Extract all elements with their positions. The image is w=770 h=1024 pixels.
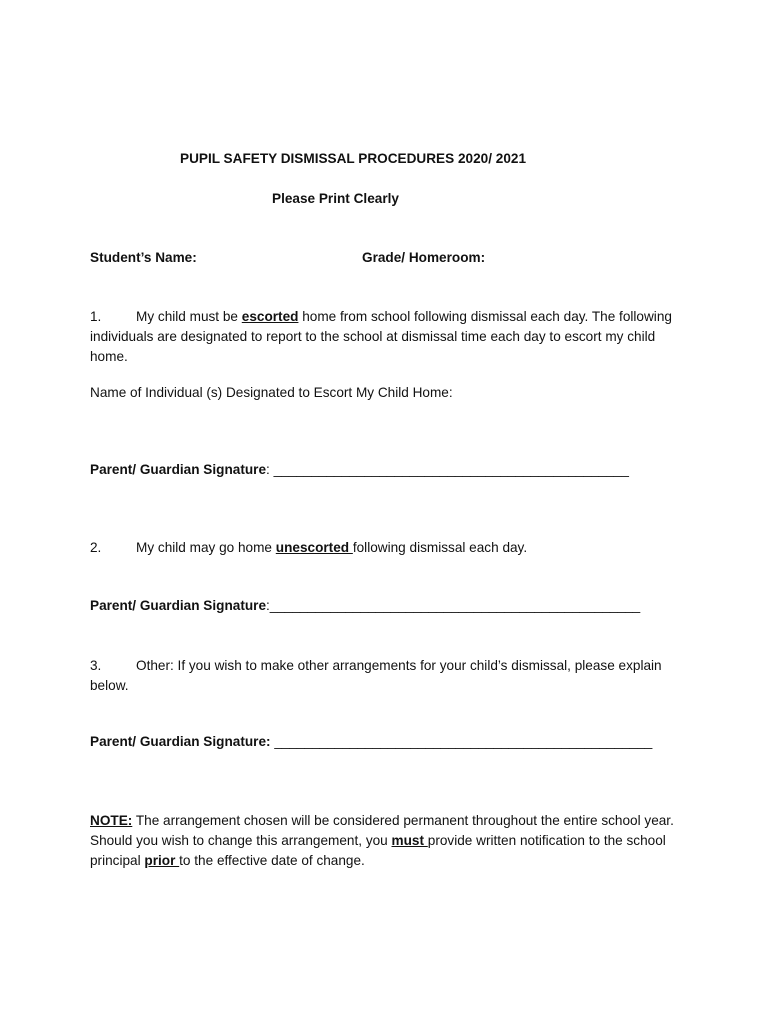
note-text-c: to the effective date of change. [179, 853, 365, 868]
item-2-emphasis: unescorted [275, 540, 353, 555]
note-prior: prior [144, 853, 180, 868]
signature-line-1 [90, 462, 629, 477]
item-3-text: Other: If you wish to make other arrangements for your child’s dismissal, please explain below. [90, 658, 662, 693]
item-1-emphasis: escorted [241, 309, 299, 324]
signature-2-blank: _________________________________________________ [269, 598, 641, 613]
page-subtitle: Please Print Clearly [272, 191, 399, 206]
note-text-b: provide written notification to the school principal [90, 833, 666, 868]
note-label: NOTE: [90, 813, 133, 828]
signature-3-blank: __________________________________________________ [274, 734, 653, 749]
item-2-text-b: following dismissal each day. [352, 540, 528, 555]
item-1-text-b: home from school following dismissal each day. The following individuals are designated to report to the school at dismissal time each day to escort my child home. [90, 309, 672, 364]
item-2 [90, 540, 527, 555]
signature-2-label: Parent/ Guardian Signature [90, 598, 267, 613]
escort-label: Name of Individual (s) Designated to Escort My Child Home: [90, 385, 453, 400]
item-3 [90, 656, 690, 696]
signature-1-label: Parent/ Guardian Signature [90, 462, 267, 477]
note-must: must [391, 833, 428, 848]
signature-line-3 [90, 734, 652, 749]
signature-1-blank: _______________________________________________ [273, 462, 629, 477]
signature-1-suffix: : [266, 462, 274, 477]
signature-2-suffix: : [266, 598, 270, 613]
item-1 [90, 307, 690, 367]
grade-homeroom-label: Grade/ Homeroom: [362, 250, 486, 265]
item-2-text-a: My child may go home [136, 540, 276, 555]
note-text-a: The arrangement chosen will be considered permanent throughout the entire school year. Should you wish to change this arrangement, you [90, 813, 674, 848]
page-title: PUPIL SAFETY DISMISSAL PROCEDURES 2020/ 2021 [180, 151, 527, 166]
note-paragraph [90, 811, 675, 871]
item-1-text-a: My child must be [136, 309, 242, 324]
item-1-number: 1. [90, 309, 102, 324]
item-3-number: 3. [90, 658, 102, 673]
item-2-number: 2. [90, 540, 102, 555]
signature-3-label: Parent/ Guardian Signature: [90, 734, 275, 749]
student-name-label: Student’s Name: [90, 250, 197, 265]
signature-line-2 [90, 598, 640, 613]
